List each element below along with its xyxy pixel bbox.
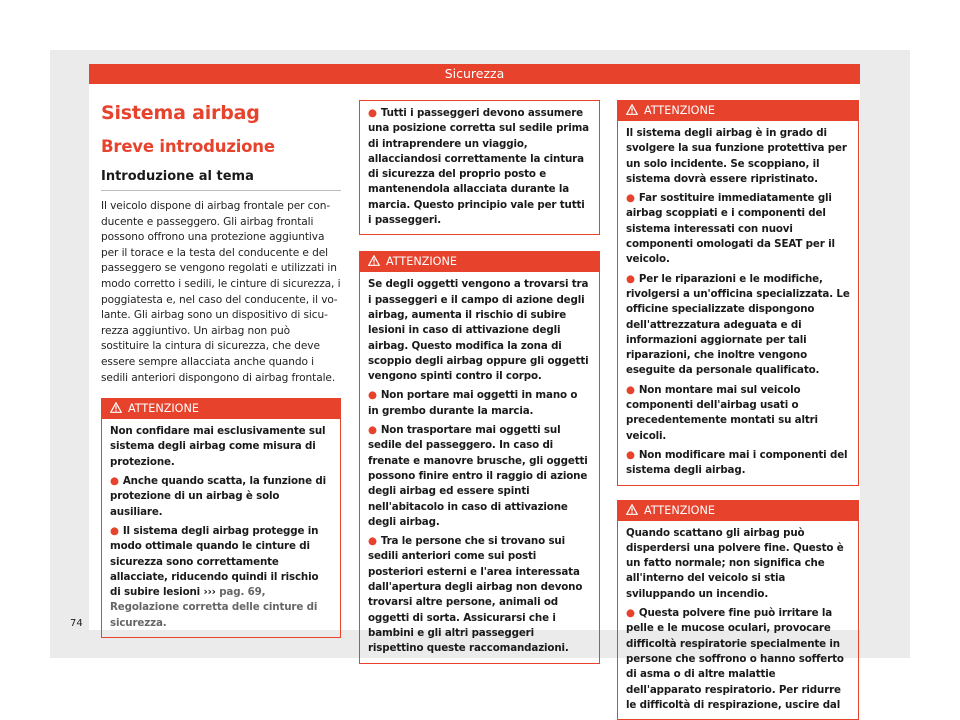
warning-label: ATTENZIONE	[644, 104, 715, 117]
section-heading: Introduzione al tema	[101, 168, 341, 191]
xref-arrow: ›››	[203, 586, 216, 599]
page-reference-link[interactable]: pag. 69, Regolazione corretta delle cinture di sicurezza.	[110, 586, 318, 629]
bullet-dot-icon: ●	[368, 107, 377, 119]
warning-item: ● Tra le persone che si trovano sui sedili anteriori come sui posti posteriori esterni e l'area interessata dall'apertura degli airbag non devono trovarsi altre persone, animali od oggetti di sorta. Assicurarsi che i bambini e gli altri passeggeri rispettino queste raccomandazioni.	[368, 535, 583, 655]
warning-box-3	[617, 100, 859, 486]
warning-item: ● Non portare mai oggetti in mano o in grembo durante la marcia.	[368, 389, 578, 417]
warning-body	[102, 419, 340, 637]
warning-item: ● Far sostituire immediatamente gli airbag scoppiati e i componenti del sistema interessati con nuovi componenti omologati da SEAT per il veicolo.	[626, 192, 835, 266]
note-box	[359, 100, 600, 235]
chapter-header: Sicurezza	[89, 64, 860, 84]
warning-label: ATTENZIONE	[386, 255, 457, 269]
section-subtitle: Breve introduzione	[101, 137, 275, 156]
warning-header	[102, 399, 340, 419]
warning-item: ● Non montare mai sul veicolo componenti dell'airbag usati o precedentemente montati su altri veicoli.	[626, 383, 818, 442]
bullet-dot-icon: ●	[110, 524, 119, 537]
column-middle	[359, 100, 600, 664]
warning-triangle-icon	[110, 402, 122, 413]
warning-label: ATTENZIONE	[128, 402, 199, 416]
column-right	[617, 100, 859, 720]
warning-intro: Il sistema degli airbag è in grado di svolgere la sua funzione protettiva per un solo incidente. Se scoppiano, il sistema dovrà essere ripristinato.	[626, 127, 847, 185]
warning-intro: Quando scattano gli airbag può disperdersi una polvere fine. Questo è un fatto normale; non significa che all'interno del veicolo si stia sviluppando un incendio.	[626, 526, 844, 600]
bullet-dot-icon: ●	[110, 475, 119, 488]
warning-label: ATTENZIONE	[644, 503, 715, 517]
bullet-dot-icon: ●	[626, 192, 635, 205]
warning-box-2	[359, 251, 600, 663]
warning-header	[618, 101, 858, 121]
bullet-dot-icon: ●	[368, 535, 377, 548]
warning-item: ● Per le riparazioni e le modifiche, rivolgersi a un'officina specializzata. Le officine specializzate dispongono dell'attrezzatura adeguata e di informazioni aggiornate per tali riparazioni, che inoltre vengono eseguite da personale qualificato.	[626, 272, 850, 377]
warning-item: ● Anche quando scatta, la funzione di protezione di un airbag è solo ausiliare.	[110, 475, 326, 518]
note-text: Tutti i passeggeri devono assumere una posizione corretta sul sedile prima di intraprendere un viaggio, allacciandosi correttamente la cintura di sicurezza del proprio posto e mantenendola allacciata durante la marcia. Questo principio vale per tutti i passeggeri.	[368, 107, 589, 227]
warning-body	[618, 521, 858, 720]
warning-intro: Se degli oggetti vengono a trovarsi tra i passeggeri e il campo di azione degli airbag, aumenta il rischio di subire lesioni in caso di attivazione degli airbag. Questo modifica la zona di scoppio degli airbag oppure gli oggetti vengono spinti contro il corpo.	[368, 278, 589, 383]
warning-body	[360, 272, 599, 662]
intro-paragraph: Il veicolo dispone di airbag frontale per conducente e passeggero. Gli airbag frontali possono offrono una protezione aggiuntiva per il torace e la testa del conducente e del passeggero se vengono regolati e utilizzati in modo corretto i sedili, le cinture di sicurezza, i poggiatesta e, nel caso del conducente, il volante. Gli airbag sono un dispositivo di sicurezza aggiuntivo. Un airbag non può sostituire la cintura di sicurezza, che deve essere sempre allacciata anche quando i sedili anteriori dispongono di airbag frontale.	[101, 200, 341, 384]
warning-triangle-icon	[626, 104, 638, 115]
bullet-dot-icon: ●	[626, 383, 635, 396]
warning-item: ● Non trasportare mai oggetti sul sedile del passeggero. In caso di frenate e manovre brusche, gli oggetti possono finire entro il raggio di azione degli airbag ed essere spinti nell'abitacolo in caso di attivazione degli airbag.	[368, 424, 588, 528]
warning-body	[618, 121, 858, 485]
warning-box-1	[101, 398, 341, 638]
page-number: 74	[70, 618, 83, 629]
warning-item: ● Non modificare mai i componenti del sistema degli airbag.	[626, 448, 848, 477]
warning-triangle-icon	[368, 255, 380, 266]
bullet-dot-icon: ●	[626, 448, 635, 461]
bullet-dot-icon: ●	[368, 389, 377, 402]
warning-intro: Non confidare mai esclusivamente sul sistema degli airbag come misura di protezione.	[110, 425, 326, 468]
warning-box-4	[617, 500, 859, 720]
warning-header	[618, 501, 858, 521]
column-left	[101, 100, 341, 638]
warning-header	[360, 252, 599, 272]
warning-item: ● Il sistema degli airbag protegge in modo ottimale quando le cinture di sicurezza sono correttamente allacciate, riducendo quindi il rischio di subire lesioni ››› pag. 69, Regolazione corretta delle cinture di sicurezza.	[110, 524, 319, 629]
bullet-dot-icon: ●	[626, 607, 635, 620]
page-title: Sistema airbag	[101, 102, 260, 124]
bullet-dot-icon: ●	[368, 424, 377, 437]
warning-item: ● Questa polvere fine può irritare la pelle e le mucose oculari, provocare difficoltà respiratorie specialmente in persone che soffrono o hanno sofferto di asma o di altre malattie dell'apparato respiratorio. Per ridurre le difficoltà di respirazione, uscire dal	[626, 607, 844, 711]
bullet-dot-icon: ●	[626, 272, 635, 285]
warning-triangle-icon	[626, 504, 638, 515]
